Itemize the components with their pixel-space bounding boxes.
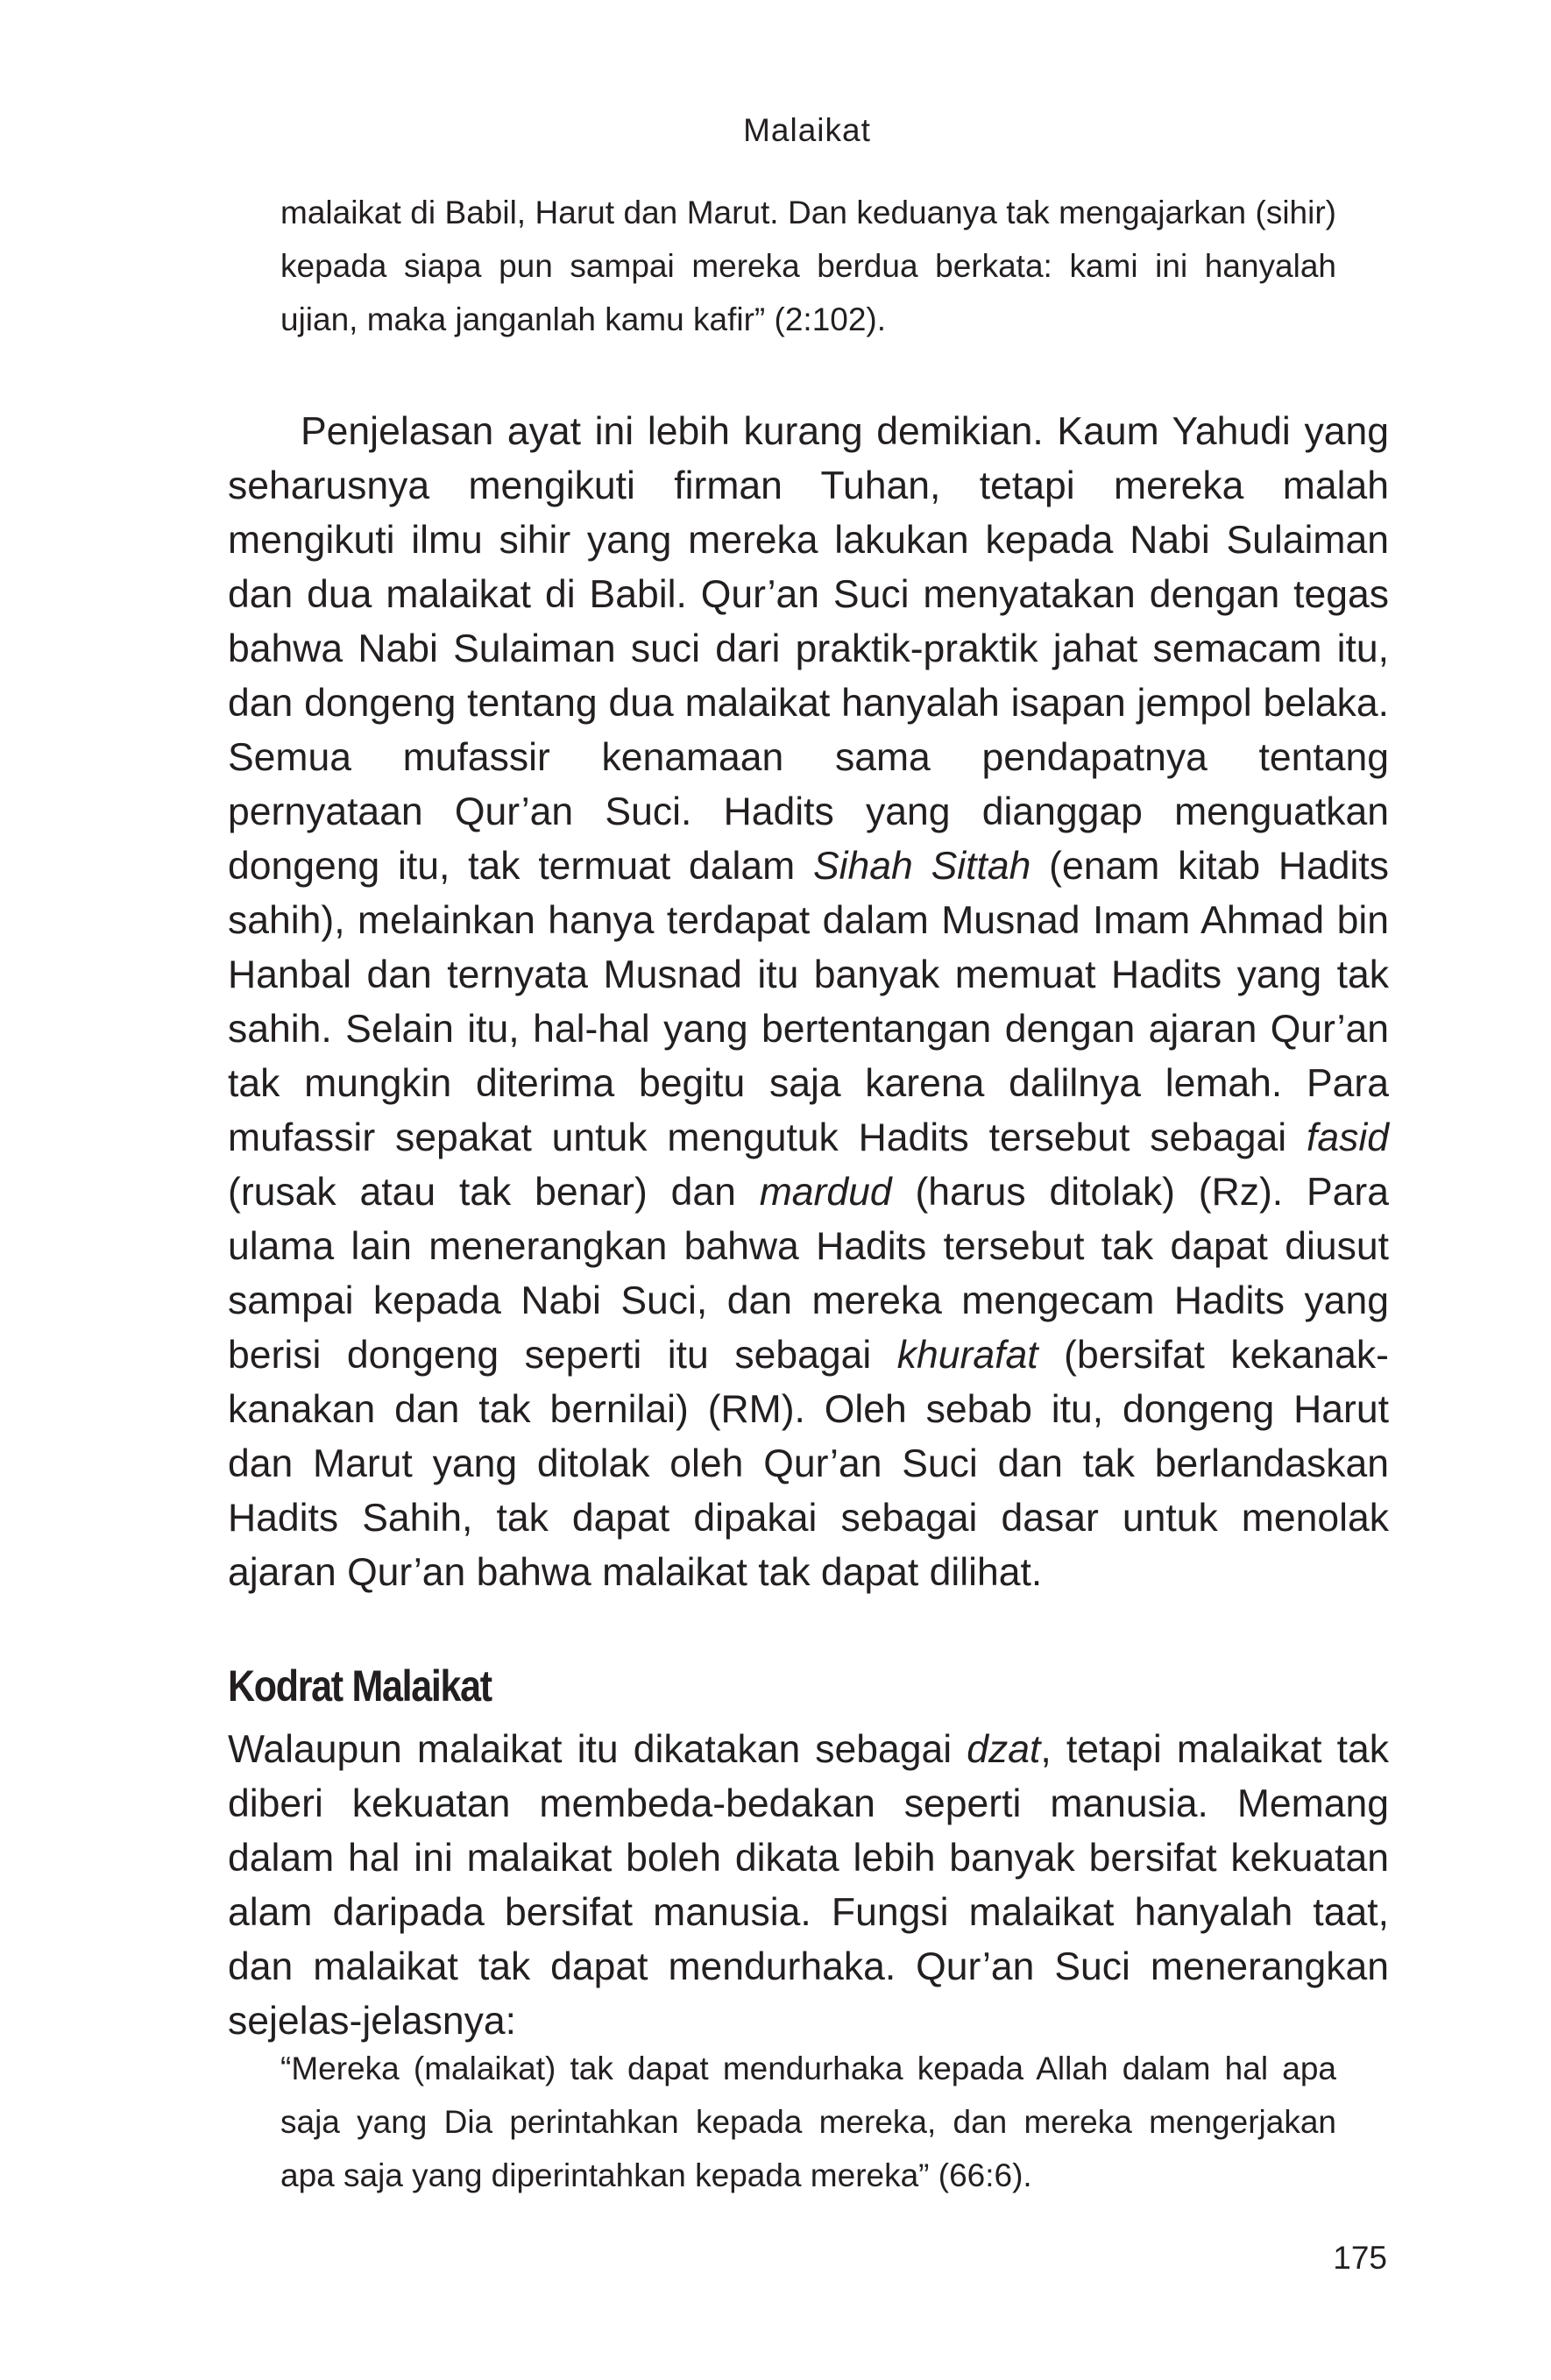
paragraph-1-text-1: Penjelasan ayat ini lebih kurang demikian. Kaum Yahudi yang seharusnya mengikuti firman Tuhan, tetapi mereka malah mengikuti ilmu sihir yang mereka lakukan kepada Nabi Sulaiman dan dua malaikat di Babil. Qur’an Suci menyatakan dengan tegas bahwa Nabi Sulaiman suci dari praktik-praktik jahat semacam itu, dan dongeng tentang dua malaikat hanyalah isapan jempol belaka. Semua mufassir kenamaan sama pendapatnya tentang pernyataan Qur’an Suci. Hadits yang dianggap menguatkan dongeng itu, tak termuat dalam (228, 410, 1389, 888)
paragraph-1-text-2: (enam kitab Hadits sahih), melainkan hanya terdapat dalam Musnad Imam Ahmad bin Hanbal dan ternyata Musnad itu banyak memuat Hadits yang tak sahih. Selain itu, hal-hal yang bertentangan dengan ajaran Qur’an tak mungkin diterima begitu saja karena dalilnya lemah. Para mufassir sepakat untuk mengutuk Hadits tersebut sebagai (228, 845, 1389, 1159)
body-paragraph-2 (228, 1723, 1389, 2049)
page-number: 175 (1333, 2240, 1387, 2276)
block-quote-top: malaikat di Babil, Harut dan Marut. Dan keduanya tak mengajarkan (sihir) kepada siapa pun sampai mereka berdua berkata: kami ini hanyalah ujian, maka janganlah kamu kafir” (2:102). (280, 195, 1336, 337)
running-head: Malaikat (743, 112, 871, 148)
body-paragraph-1 (228, 405, 1389, 1600)
section-heading: Kodrat Malaikat (228, 1661, 492, 1711)
term-khurafat: khurafat (896, 1334, 1038, 1377)
term-sihah-sittah: Sihah Sittah (812, 845, 1031, 888)
paragraph-2-text-1: Walaupun malaikat itu dikatakan sebagai (228, 1728, 967, 1771)
term-mardud: mardud (759, 1171, 892, 1214)
term-fasid: fasid (1307, 1116, 1389, 1159)
block-quote-bottom: “Mereka (malaikat) tak dapat mendurhaka kepada Allah dalam hal apa saja yang Dia perintahkan kepada mereka, dan mereka mengerjakan apa saja yang diperintahkan kepada mereka” (66:6). (280, 2051, 1336, 2193)
paragraph-1-text-3: (rusak atau tak benar) dan (228, 1171, 760, 1214)
paragraph-1-text-4: (harus ditolak) (Rz). Para ulama lain menerangkan bahwa Hadits tersebut tak dapat diusut sampai kepada Nabi Suci, dan mereka mengecam Hadits yang berisi dongeng seperti itu sebagai (228, 1171, 1389, 1377)
paragraph-1-text-5: (bersifat kekanak-kanakan dan tak bernilai) (RM). Oleh sebab itu, dongeng Harut dan Marut yang ditolak oleh Qur’an Suci dan tak berlandaskan Hadits Sahih, tak dapat dipakai sebagai dasar untuk menolak ajaran Qur’an bahwa malaikat tak dapat dilihat. (228, 1334, 1389, 1594)
term-dzat: dzat (967, 1728, 1041, 1771)
paragraph-2-text-2: , tetapi malaikat tak diberi kekuatan membeda-bedakan seperti manusia. Memang dalam hal ini malaikat boleh dikata lebih banyak bersifat kekuatan alam daripada bersifat manusia. Fungsi malaikat hanyalah taat, dan malaikat tak dapat mendurhaka. Qur’an Suci menerangkan sejelas-jelasnya: (228, 1728, 1389, 2043)
